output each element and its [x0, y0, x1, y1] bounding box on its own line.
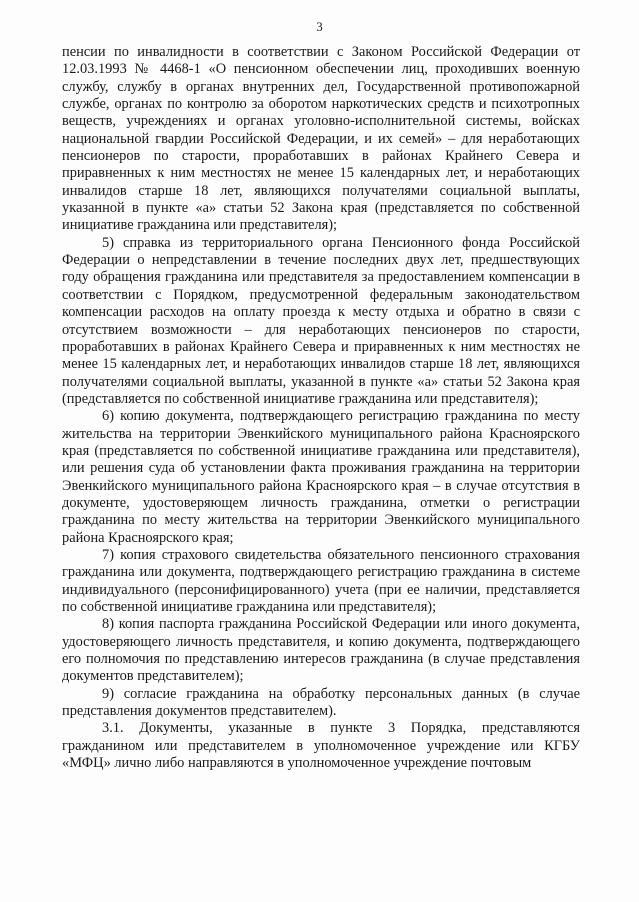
- paragraph-item-8: 8) копия паспорта гражданина Российской Федерации или иного документа, удостоверяющего личность представителя, и копию документа, подтверждающего его полномочия по представлению интересов гражданина (в случае представления документов представителем);: [62, 616, 580, 685]
- page-number: 3: [316, 19, 323, 34]
- paragraph-item-9: 9) согласие гражданина на обработку персональных данных (в случае представления документов представителем).: [62, 685, 580, 720]
- paragraph-continuation: пенсии по инвалидности в соответствии с Законом Российской Федерации от 12.03.1993 № 4468-1 «О пенсионном обеспечении лиц, проходивших военную службу, службу в органах внутренних дел, Государственной противопожарной службе, органах по контролю за оборотом наркотических средств и психотропных веществ, учреждениях и органах уголовно-исполнительной системы, войсках национальной гвардии Российской Федерации, и их семей» – для неработающих пенсионеров по старости, проработавших в районах Крайнего Севера и приравненных к ним местностях не менее 15 календарных лет, и неработающих инвалидов старше 18 лет, являющихся получателями социальной выплаты, указанной в пункте «а» статьи 52 Закона края (представляется по собственной инициативе гражданина или представителя);: [62, 44, 580, 234]
- paragraph-item-6: 6) копию документа, подтверждающего регистрацию гражданина по месту жительства на территории Эвенкийского муниципального района Красноярского края (представляется по собственной инициативе гражданина или представителя), или решения суда об установлении факта проживания гражданина на территории Эвенкийского муниципального района Красноярского края – в случае отсутствия в документе, удостоверяющем личность гражданина, отметки о регистрации гражданина по месту жительства на территории Эвенкийского муниципального района Красноярского края;: [62, 408, 580, 546]
- paragraph-item-5: 5) справка из территориального органа Пенсионного фонда Российской Федерации о непредставлении в течение последних двух лет, предшествующих году обращения гражданина или представителя за предоставлением компенсации в соответствии с Порядком, предусмотренной федеральным законодательством компенсации расходов на оплату проезда к месту отдыха и обратно в связи с отсутствием возможности – для неработающих пенсионеров по старости, проработавших в районах Крайнего Севера и приравненных к ним местностях не менее 15 календарных лет, и неработающих инвалидов старше 18 лет, являющихся получателями социальной выплаты, указанной в пункте «а» статьи 52 Закона края (представляется по собственной инициативе гражданина или представителя);: [62, 234, 580, 407]
- document-body: [62, 44, 580, 772]
- paragraph-item-3-1: 3.1. Документы, указанные в пункте 3 Порядка, представляются гражданином или представителем в уполномоченное учреждение или КГБУ «МФЦ» лично либо направляются в уполномоченное учреждение почтовым: [62, 720, 580, 772]
- paragraph-item-7: 7) копия страхового свидетельства обязательного пенсионного страхования гражданина или документа, подтверждающего регистрацию гражданина в системе индивидуального (персонифицированного) учета (при ее наличии, представляется по собственной инициативе гражданина или представителя);: [62, 546, 580, 615]
